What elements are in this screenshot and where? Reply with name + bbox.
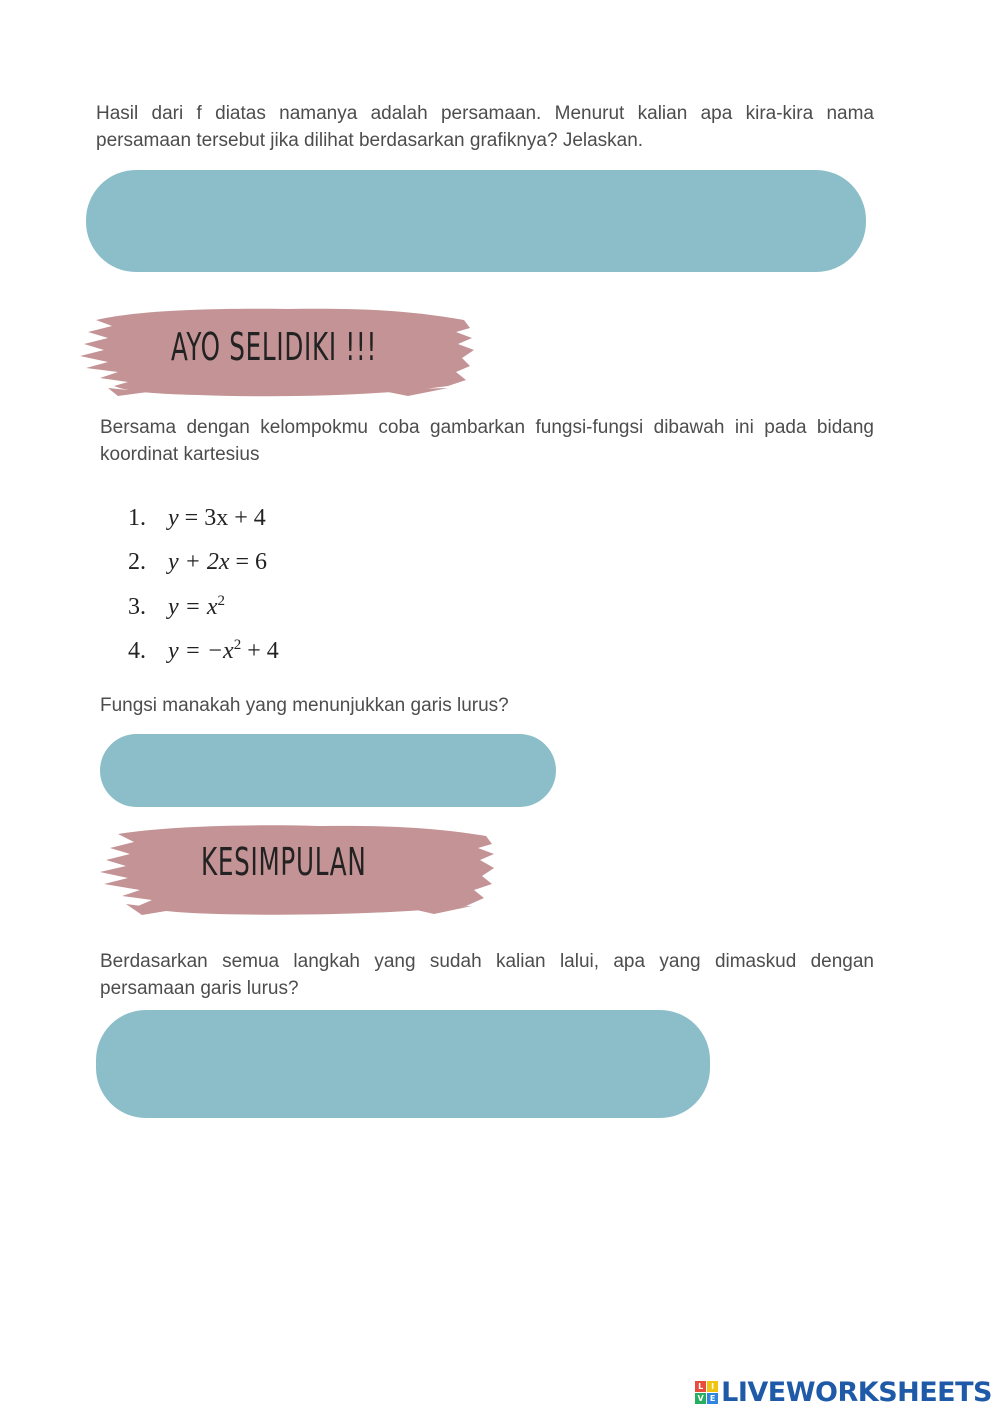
answer-input-2[interactable] xyxy=(100,734,556,807)
equation-rest: + 4 xyxy=(241,638,279,664)
equation-lhs: y = −x xyxy=(168,638,234,664)
equation-expression xyxy=(168,593,225,621)
equation-number: 3. xyxy=(128,594,146,620)
equation-expression xyxy=(168,549,267,576)
answer-box-3[interactable] xyxy=(96,1010,710,1118)
logo-blocks-icon xyxy=(695,1381,718,1404)
logo-block: L xyxy=(695,1381,706,1392)
answer-input-3[interactable] xyxy=(96,1010,710,1118)
answer-input-1[interactable] xyxy=(86,170,866,272)
equation-expression xyxy=(168,637,279,665)
intro-question: Hasil dari f diatas namanya adalah persamaan. Menurut kalian apa kira-kira nama persamaan tersebut jika dilihat berdasarkan grafiknya? Jelaskan. xyxy=(96,103,874,151)
logo-block: E xyxy=(707,1393,718,1404)
selidiki-question: Fungsi manakah yang menunjukkan garis lurus? xyxy=(100,695,509,716)
equation-item xyxy=(128,593,279,637)
equation-expression xyxy=(168,505,266,532)
equation-item xyxy=(128,549,279,593)
selidiki-title: AYO SELIDIKI !!! xyxy=(171,325,378,369)
selidiki-instruction: Bersama dengan kelompokmu coba gambarkan fungsi-fungsi dibawah ini pada bidang koordinat kartesius xyxy=(100,417,874,465)
kesimpulan-header xyxy=(98,820,498,918)
equation-lhs: y + 2x xyxy=(168,549,230,575)
equation-number: 2. xyxy=(128,549,146,575)
equation-list xyxy=(128,505,279,681)
equation-item xyxy=(128,505,279,549)
equation-lhs: y xyxy=(168,505,179,531)
logo-text: LIVEWORKSHEETS xyxy=(721,1377,992,1408)
equation-exponent: 2 xyxy=(233,637,242,653)
equation-exponent: 2 xyxy=(217,593,225,609)
selidiki-header xyxy=(78,302,478,400)
logo-block: I xyxy=(707,1381,718,1392)
equation-number: 1. xyxy=(128,505,146,531)
logo-block: V xyxy=(695,1393,706,1404)
equation-rhs: = 3x + 4 xyxy=(184,505,266,531)
equation-number: 4. xyxy=(128,638,146,664)
kesimpulan-question: Berdasarkan semua langkah yang sudah kalian lalui, apa yang dimaskud dengan persamaan garis lurus? xyxy=(100,951,874,999)
liveworksheets-logo xyxy=(695,1377,992,1408)
equation-rhs: = 6 xyxy=(235,549,268,575)
equation-lhs: y = x xyxy=(168,594,218,620)
answer-box-1[interactable] xyxy=(86,170,866,272)
kesimpulan-title: KESIMPULAN xyxy=(201,840,367,884)
equation-item xyxy=(128,637,279,681)
answer-box-2[interactable] xyxy=(100,734,556,807)
